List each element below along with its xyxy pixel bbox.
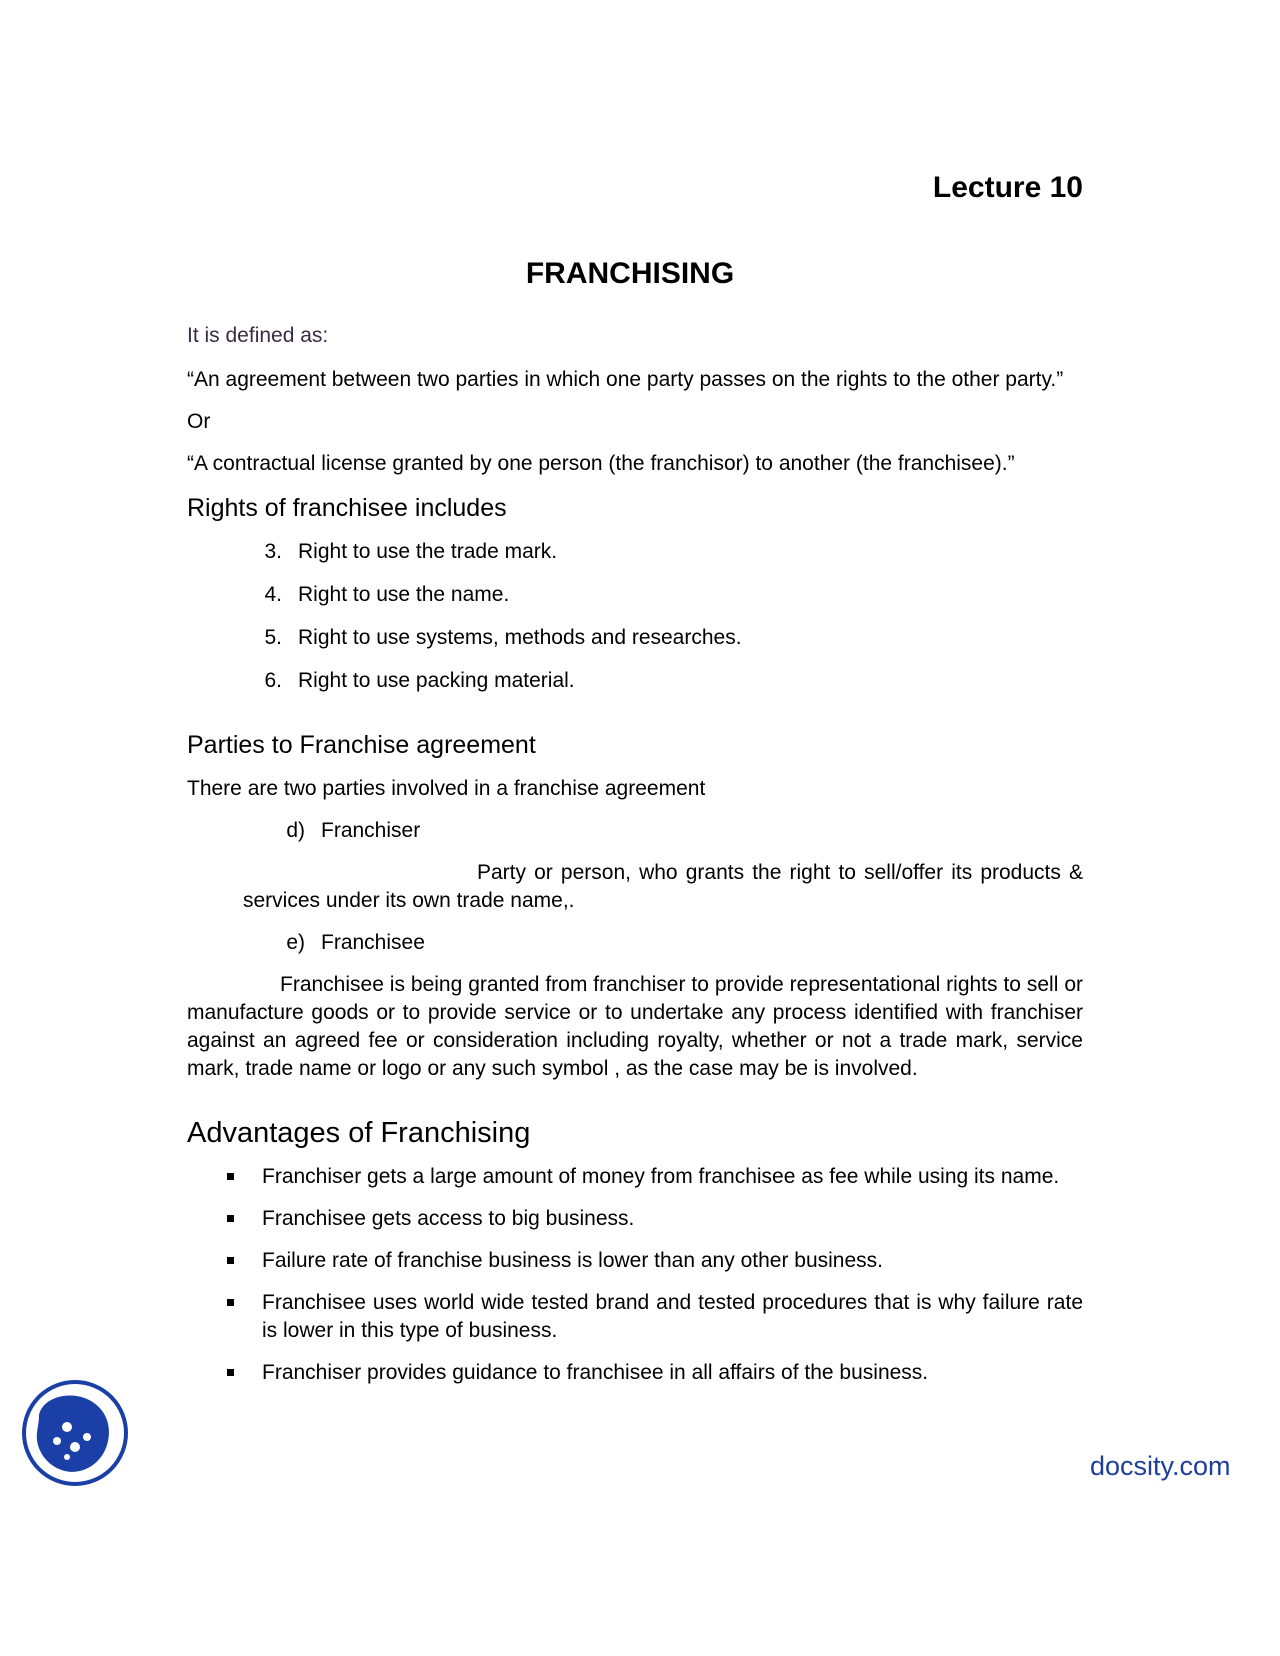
rights-list [187,538,1083,695]
list-number: 5. [264,626,282,649]
docsity-brand-link[interactable]: docsity.com [1090,1451,1231,1481]
list-number: 3. [264,540,282,563]
bullet-icon [187,1289,262,1345]
list-text: Franchisee uses world wide tested brand and tested procedures that is why failure rate is lower in this type of business. [262,1291,1083,1342]
list-item [187,624,1083,652]
bullet-icon [187,1247,262,1275]
bullet-icon [187,1359,262,1387]
page-content [187,170,1083,1401]
list-item [187,1163,1083,1191]
list-item [187,581,1083,609]
parties-intro: There are two parties involved in a franchise agreement [187,777,706,800]
bullet-icon [187,1205,262,1233]
party-label: Franchisee [321,931,425,954]
franchisee-description: Franchisee is being granted from franchiser to provide representational rights to sell or manufacture goods or to provide service or to undertake any process identified with franchiser against an agreed fee or consideration including royalty, whether or not a trade mark, service mark, trade name or logo or any such symbol , as the case may be is involved. [187,973,1083,1080]
list-item [187,1247,1083,1275]
definition-quote-1: “An agreement between two parties in which one party passes on the rights to the other party.” [187,368,1064,391]
list-item [187,667,1083,695]
list-item [187,1289,1083,1345]
page-title: FRANCHISING [525,257,735,290]
list-item [187,538,1083,566]
list-text: Franchiser gets a large amount of money from franchisee as fee while using its name. [262,1165,1060,1188]
list-text: Right to use the trade mark. [298,540,558,563]
advantages-heading: Advantages of Franchising [187,1117,531,1149]
list-item [187,1205,1083,1233]
parties-heading: Parties to Franchise agreement [187,731,536,759]
definition-intro: It is defined as: [187,324,329,347]
party-franchiser [187,817,1083,845]
docsity-logo-icon[interactable] [21,1379,129,1487]
list-number: 6. [264,669,282,692]
list-number: 4. [264,583,282,606]
rights-heading: Rights of franchisee includes [187,494,507,522]
party-label: Franchiser [321,819,421,842]
list-text: Right to use packing material. [298,669,575,692]
list-number: e) [286,931,305,954]
franchiser-description: Party or person, who grants the right to sell/offer its products & services under its own trade name,. [243,861,1083,912]
list-number: d) [286,819,305,842]
list-text: Right to use systems, methods and researches. [298,626,742,649]
definition-quote-2: “A contractual license granted by one person (the franchisor) to another (the franchisee).” [187,452,1015,475]
bullet-icon [187,1163,262,1191]
lecture-number: Lecture 10 [932,171,1083,204]
list-text: Right to use the name. [298,583,510,606]
advantages-list [187,1163,1083,1387]
list-text: Franchiser provides guidance to franchisee in all affairs of the business. [262,1361,929,1384]
party-franchisee [187,929,1083,957]
list-text: Franchisee gets access to big business. [262,1207,635,1230]
list-item [187,1359,1083,1387]
list-text: Failure rate of franchise business is lower than any other business. [262,1249,883,1272]
definition-or: Or [187,410,211,433]
